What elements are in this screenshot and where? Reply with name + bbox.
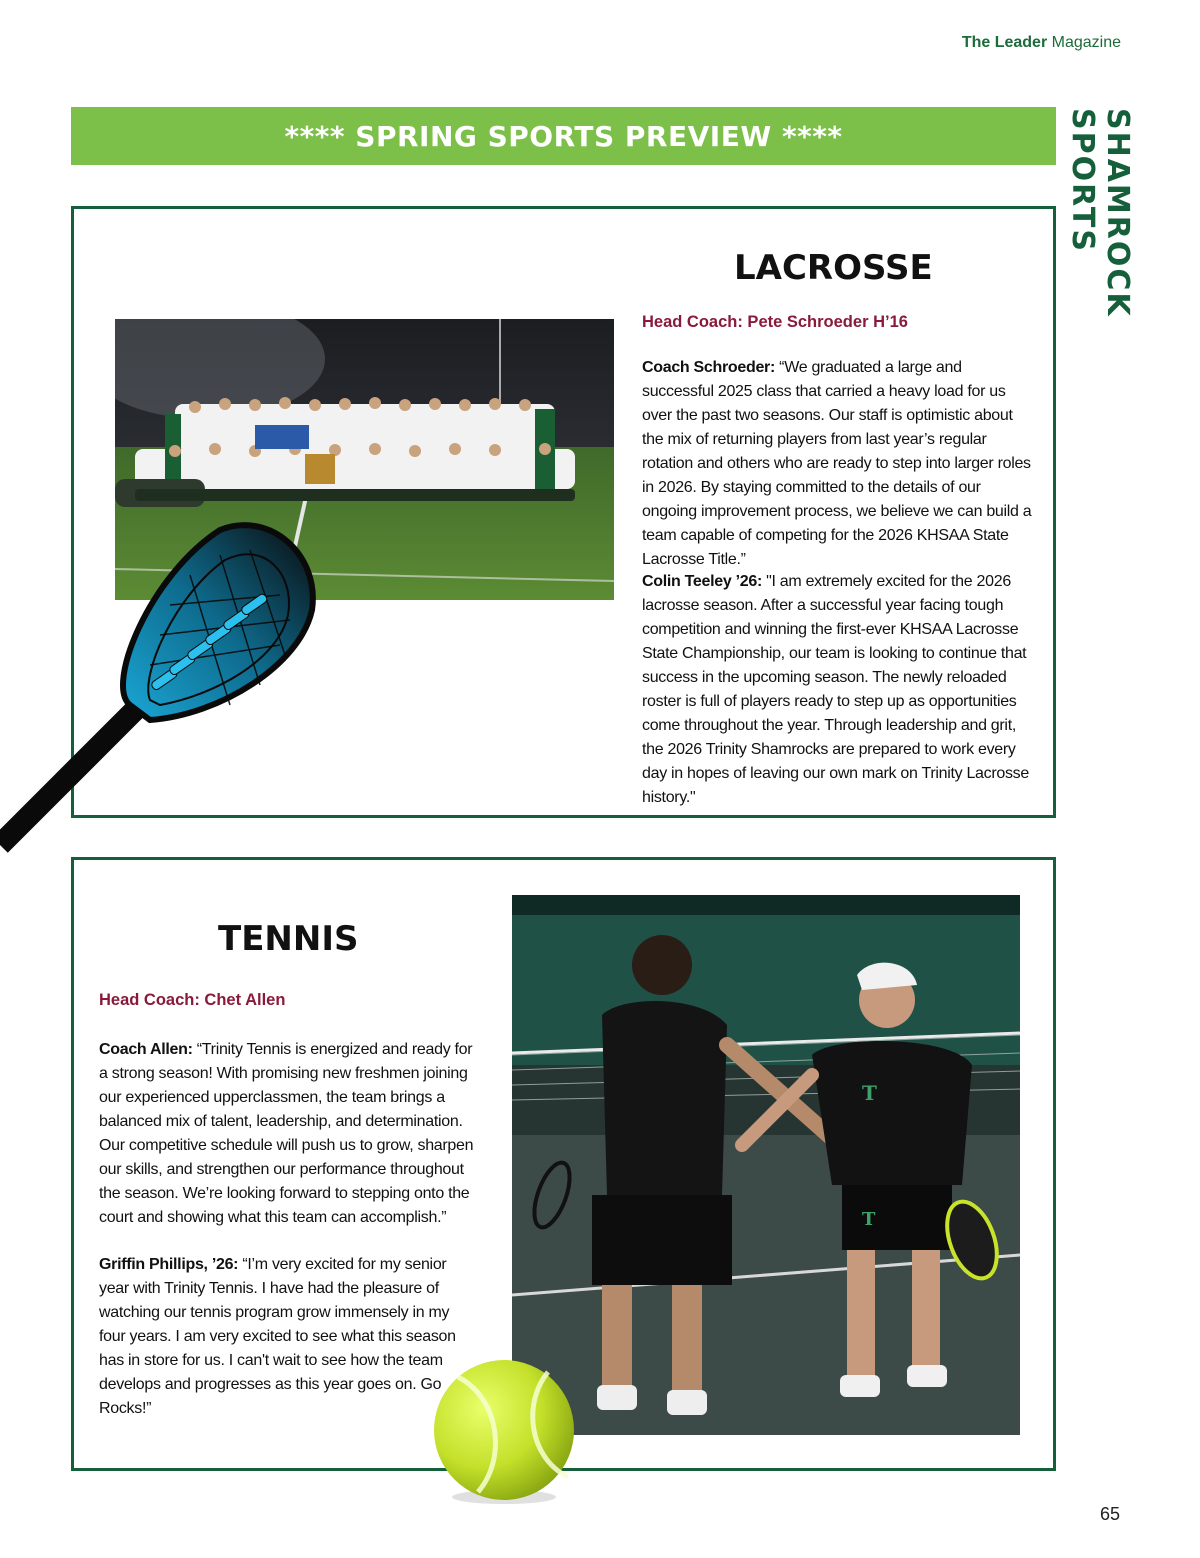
tennis-coach-quote-text: “Trinity Tennis is energized and ready for a strong season! With promising new freshmen joining our experienced upperclassmen, the team brings a balanced mix of talent, leadership, and determination. Our competitive schedule will push us to grow, sharpen our skills, and strengthen our performance throughout the season. We’re looking forward to stepping onto the court and showing what this team can accomplish.”	[99, 1041, 474, 1226]
lacrosse-coach-quote-name: Coach Schroeder:	[642, 359, 776, 376]
magazine-brand: The Leader	[961, 34, 1048, 51]
magazine-header	[962, 34, 1121, 52]
page-number: 65	[1099, 1504, 1120, 1524]
tennis-players-photo	[512, 895, 1020, 1435]
tennis-player-quote-name: Griffin Phillips, ’26:	[99, 1256, 239, 1273]
lacrosse-player-quote-text: "I am extremely excited for the 2026 lacrosse season. After a successful year facing tough competition and winning the first-ever KHSAA Lacrosse State Championship, our team is looking to continue that success in the upcoming season. The newly reloaded roster is full of players ready to step up as opportunities come throughout the year. Through leadership and grit, the 2026 Trinity Shamrocks are prepared to work every day in hopes of leaving our own mark on Trinity Lacrosse history."	[642, 573, 1029, 806]
lacrosse-player-quote-name: Colin Teeley ’26:	[642, 573, 762, 590]
lacrosse-coach-quote	[642, 356, 1034, 572]
svg-text:T: T	[862, 1209, 876, 1230]
lacrosse-head-coach: Head Coach: Pete Schroeder H’16	[642, 313, 908, 331]
tennis-coach-quote	[99, 1038, 479, 1230]
lacrosse-title: LACROSSE	[734, 248, 933, 288]
tennis-ball-icon	[428, 1357, 580, 1507]
lacrosse-stick-icon	[0, 515, 330, 855]
tennis-player-quote	[99, 1253, 479, 1421]
section-side-title: SHAMROCK SPORTS	[1065, 108, 1135, 318]
svg-text:T: T	[862, 1081, 877, 1105]
lacrosse-player-quote	[642, 570, 1034, 810]
tennis-coach-quote-name: Coach Allen:	[99, 1041, 193, 1058]
spring-sports-banner: **** SPRING SPORTS PREVIEW ****	[71, 107, 1056, 165]
tennis-photo-illustration	[512, 895, 1020, 1435]
lacrosse-coach-quote-text: “We graduated a large and successful 2025 class that carried a heavy load for us over the past two seasons. Our staff is optimistic about the mix of returning players from last year’s regular rotation and others who are ready to step into larger roles in 2026. By staying committed to the details of our ongoing improvement process, we believe we can build a team capable of competing for the 2026 KHSAA State Lacrosse Title.”	[642, 359, 1032, 568]
magazine-suffix: Magazine	[1051, 34, 1121, 51]
tennis-title: TENNIS	[218, 919, 359, 959]
tennis-player-quote-text: “I’m very excited for my senior year with Trinity Tennis. I have had the pleasure of watching our tennis program grow immensely in my four years. I am very excited to see what this season has in store for us. I can't wait to see how the team develops and progresses as this year goes on. Go Rocks!”	[99, 1256, 456, 1417]
tennis-head-coach: Head Coach: Chet Allen	[99, 991, 286, 1009]
